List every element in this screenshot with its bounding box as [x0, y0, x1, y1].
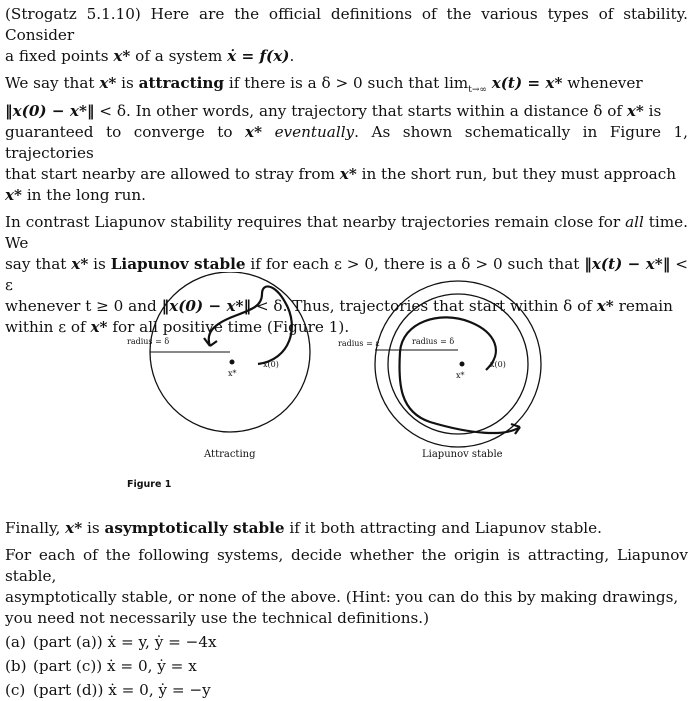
math-norm: ‖x(0) − x*‖ [161, 297, 252, 316]
text: Finally, [5, 519, 66, 537]
emphasis-all: all [625, 213, 644, 232]
math-xstar: x* [90, 318, 108, 337]
math-limit: x(t) = x* [491, 74, 563, 92]
attracting-diagram [127, 272, 310, 460]
math-system: ẋ = f(x) [227, 47, 290, 65]
text: say that [5, 255, 72, 274]
text: whenever t ≥ 0 and [5, 297, 162, 316]
item-number: (b) [5, 657, 27, 675]
text: is [82, 519, 105, 537]
term-liapunov-stable: Liapunov stable [110, 255, 246, 274]
start-label: x(0) [263, 360, 279, 369]
liapunov-caption: Liapunov stable [422, 449, 503, 460]
arrow-icon [204, 338, 217, 346]
question-line: you need not necessarily use the technical definitions.) [5, 609, 430, 627]
text: In contrast Liapunov stability requires that nearby trajectories remain close for [5, 213, 626, 232]
attracting-caption: Attracting [204, 449, 256, 460]
text: in the short run, but they must approach [356, 165, 677, 184]
fixed-point-dot [230, 360, 235, 365]
intro-text: of a system [130, 47, 228, 65]
text: that start nearby are allowed to stray from [5, 165, 340, 184]
text: for all positive time (Figure 1). [107, 318, 350, 337]
text: We say that [5, 74, 100, 92]
list-item [5, 656, 688, 677]
text: in the long run. [22, 186, 146, 205]
question-paragraph [5, 545, 688, 629]
item-text: (part (a)) ẋ = y, ẏ = −4x [33, 633, 217, 651]
text: time. We [5, 213, 688, 253]
fixed-point-dot [460, 362, 465, 367]
term-asymptotically-stable: asymptotically stable [104, 519, 285, 537]
intro-text: a fixed points [5, 47, 114, 65]
attracting-definition [5, 73, 688, 206]
fixed-point-label: x* [228, 369, 237, 378]
epsilon-label: radius = ε [338, 339, 380, 348]
math-norm: ‖x(0) − x*‖ [5, 102, 95, 121]
delta-circle [388, 294, 528, 434]
figure-1-diagram [0, 272, 700, 502]
math-norm: ‖x(t) − x*‖ [584, 255, 671, 274]
text: remain [613, 297, 673, 316]
term-attracting: attracting [138, 74, 225, 92]
fixed-point-label: x* [456, 371, 465, 380]
text: whenever [562, 74, 643, 92]
figure-label: Figure 1 [127, 479, 172, 490]
math-xstar: x* [626, 102, 644, 121]
limit-subscript: t→∞ [468, 85, 487, 96]
list-item [5, 680, 688, 701]
text: . As shown schematically in Figure 1, trajectories [5, 123, 688, 163]
asymptotic-definition [5, 518, 688, 539]
intro-line-1: (Strogatz 5.1.10) Here are the official definitions of the various types of stability. Consider [5, 5, 688, 44]
liapunov-diagram [338, 281, 541, 460]
math-xstar: x* [65, 519, 83, 537]
intro-paragraph [5, 4, 688, 67]
question-line: For each of the following systems, decide whether the origin is attracting, Liapunov stable, [5, 546, 688, 585]
item-text: (part (c)) ẋ = 0, ẏ = x [33, 657, 197, 675]
text: if for each ε > 0, there is a δ > 0 such that [245, 255, 585, 274]
text: within ε of [5, 318, 91, 337]
math-xstar: x* [99, 74, 117, 92]
item-number: (c) [5, 681, 26, 699]
math-xstar: x* [339, 165, 357, 184]
delta-label: radius = δ [412, 337, 455, 346]
questions-section [5, 518, 688, 701]
text: if there is a δ > 0 such that lim [224, 74, 469, 92]
text: if it both attracting and Liapunov stable. [284, 519, 602, 537]
list-item [5, 632, 688, 653]
math-xstar: x* [245, 123, 263, 142]
math-xstar: x* [596, 297, 614, 316]
question-line: asymptotically stable, or none of the above. (Hint: you can do this by making drawings, [5, 588, 679, 606]
math-xstar: x* [5, 186, 22, 205]
start-label: x(0) [490, 360, 506, 369]
text: is [116, 74, 139, 92]
item-text: (part (d)) ẋ = 0, ẏ = −y [33, 681, 211, 699]
math-xstar: x* [113, 47, 131, 65]
radius-label: radius = δ [127, 337, 170, 346]
text: guaranteed to converge to [5, 123, 246, 142]
text: is [88, 255, 111, 274]
text: < δ. In other words, any trajectory that starts within a distance δ of [94, 102, 627, 121]
item-number: (a) [5, 633, 26, 651]
emphasis-eventually: eventually [274, 123, 355, 142]
text: is [643, 102, 662, 121]
text: < ε [5, 255, 688, 295]
math-xstar: x* [71, 255, 89, 274]
intro-text: . [289, 47, 295, 65]
text: < δ. Thus, trajectories that start within δ of [251, 297, 597, 316]
